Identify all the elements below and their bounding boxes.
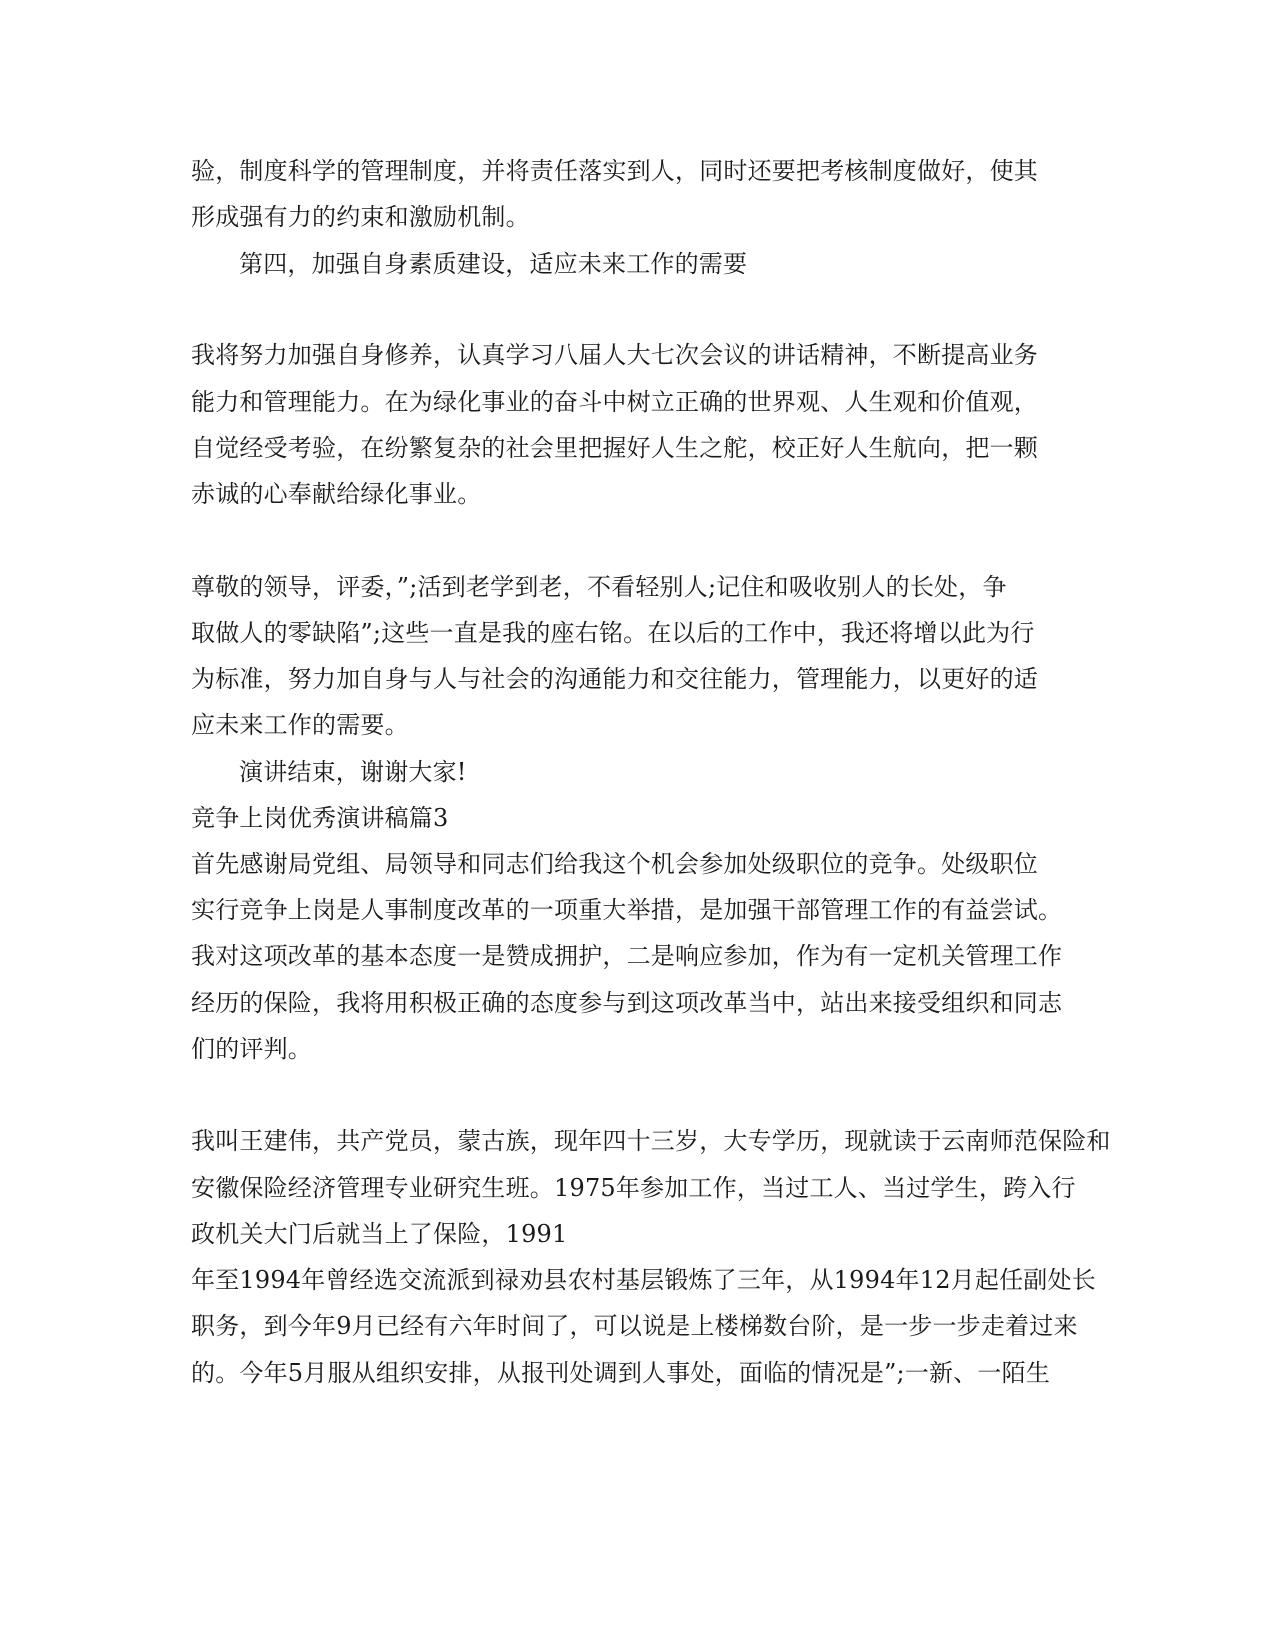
paragraph-line: 们的评判。 xyxy=(191,1035,312,1063)
paragraph-line: 验，制度科学的管理制度，并将责任落实到人，同时还要把考核制度做好，使其 xyxy=(191,157,1038,185)
paragraph-line: 我叫王建伟，共产党员，蒙古族，现年四十三岁，大专学历，现就读于云南师范保险和 xyxy=(191,1127,1111,1155)
paragraph-line: 安徽保险经济管理专业研究生班。1975年参加工作，当过工人、当过学生，跨入行 xyxy=(191,1174,1076,1202)
paragraph-line: 形成强有力的约束和激励机制。 xyxy=(191,203,530,231)
paragraph-line: 取做人的零缺陷”;这些一直是我的座右铭。在以后的工作中，我还将增以此为行 xyxy=(191,619,1035,647)
paragraph-line: 首先感谢局党组、局领导和同志们给我这个机会参加处级职位的竞争。处级职位 xyxy=(191,850,1038,878)
paragraph-line: 应未来工作的需要。 xyxy=(191,711,409,739)
paragraph-line: 经历的保险，我将用积极正确的态度参与到这项改革当中，站出来接受组织和同志 xyxy=(191,989,1063,1017)
paragraph-line: 职务，到今年9月已经有六年时间了，可以说是上楼梯数台阶，是一步一步走着过来 xyxy=(191,1312,1078,1340)
section-heading: 第四，加强自身素质建设，适应未来工作的需要 xyxy=(239,250,748,278)
paragraph-line: 能力和管理能力。在为绿化事业的奋斗中树立正确的世界观、人生观和价值观， xyxy=(191,388,1038,416)
paragraph-line: 赤诚的心奉献给绿化事业。 xyxy=(191,480,482,508)
paragraph-line: 尊敬的领导，评委，”;活到老学到老，不看轻别人;记住和吸收别人的长处，争 xyxy=(191,573,1007,601)
closing-line: 演讲结束，谢谢大家! xyxy=(239,758,467,786)
paragraph-line: 年至1994年曾经选交流派到禄劝县农村基层锻炼了三年，从1994年12月起任副处长 xyxy=(191,1266,1096,1294)
paragraph-line: 自觉经受考验，在纷繁复杂的社会里把握好人生之舵，校正好人生航向，把一颗 xyxy=(191,434,1038,462)
paragraph-line: 政机关大门后就当上了保险，1991 xyxy=(191,1220,568,1248)
paragraph-line: 为标准，努力加自身与人与社会的沟通能力和交往能力，管理能力，以更好的适 xyxy=(191,665,1038,693)
paragraph-line: 的。今年5月服从组织安排，从报刊处调到人事处，面临的情况是”;一新、一陌生 xyxy=(191,1359,1051,1387)
paragraph-line: 实行竞争上岗是人事制度改革的一项重大举措，是加强干部管理工作的有益尝试。 xyxy=(191,896,1063,924)
paragraph-line: 我将努力加强自身修养，认真学习八届人大七次会议的讲话精神，不断提高业务 xyxy=(191,341,1038,369)
paragraph-line: 我对这项改革的基本态度一是赞成拥护，二是响应参加，作为有一定机关管理工作 xyxy=(191,942,1063,970)
article-title: 竞争上岗优秀演讲稿篇3 xyxy=(191,804,449,832)
